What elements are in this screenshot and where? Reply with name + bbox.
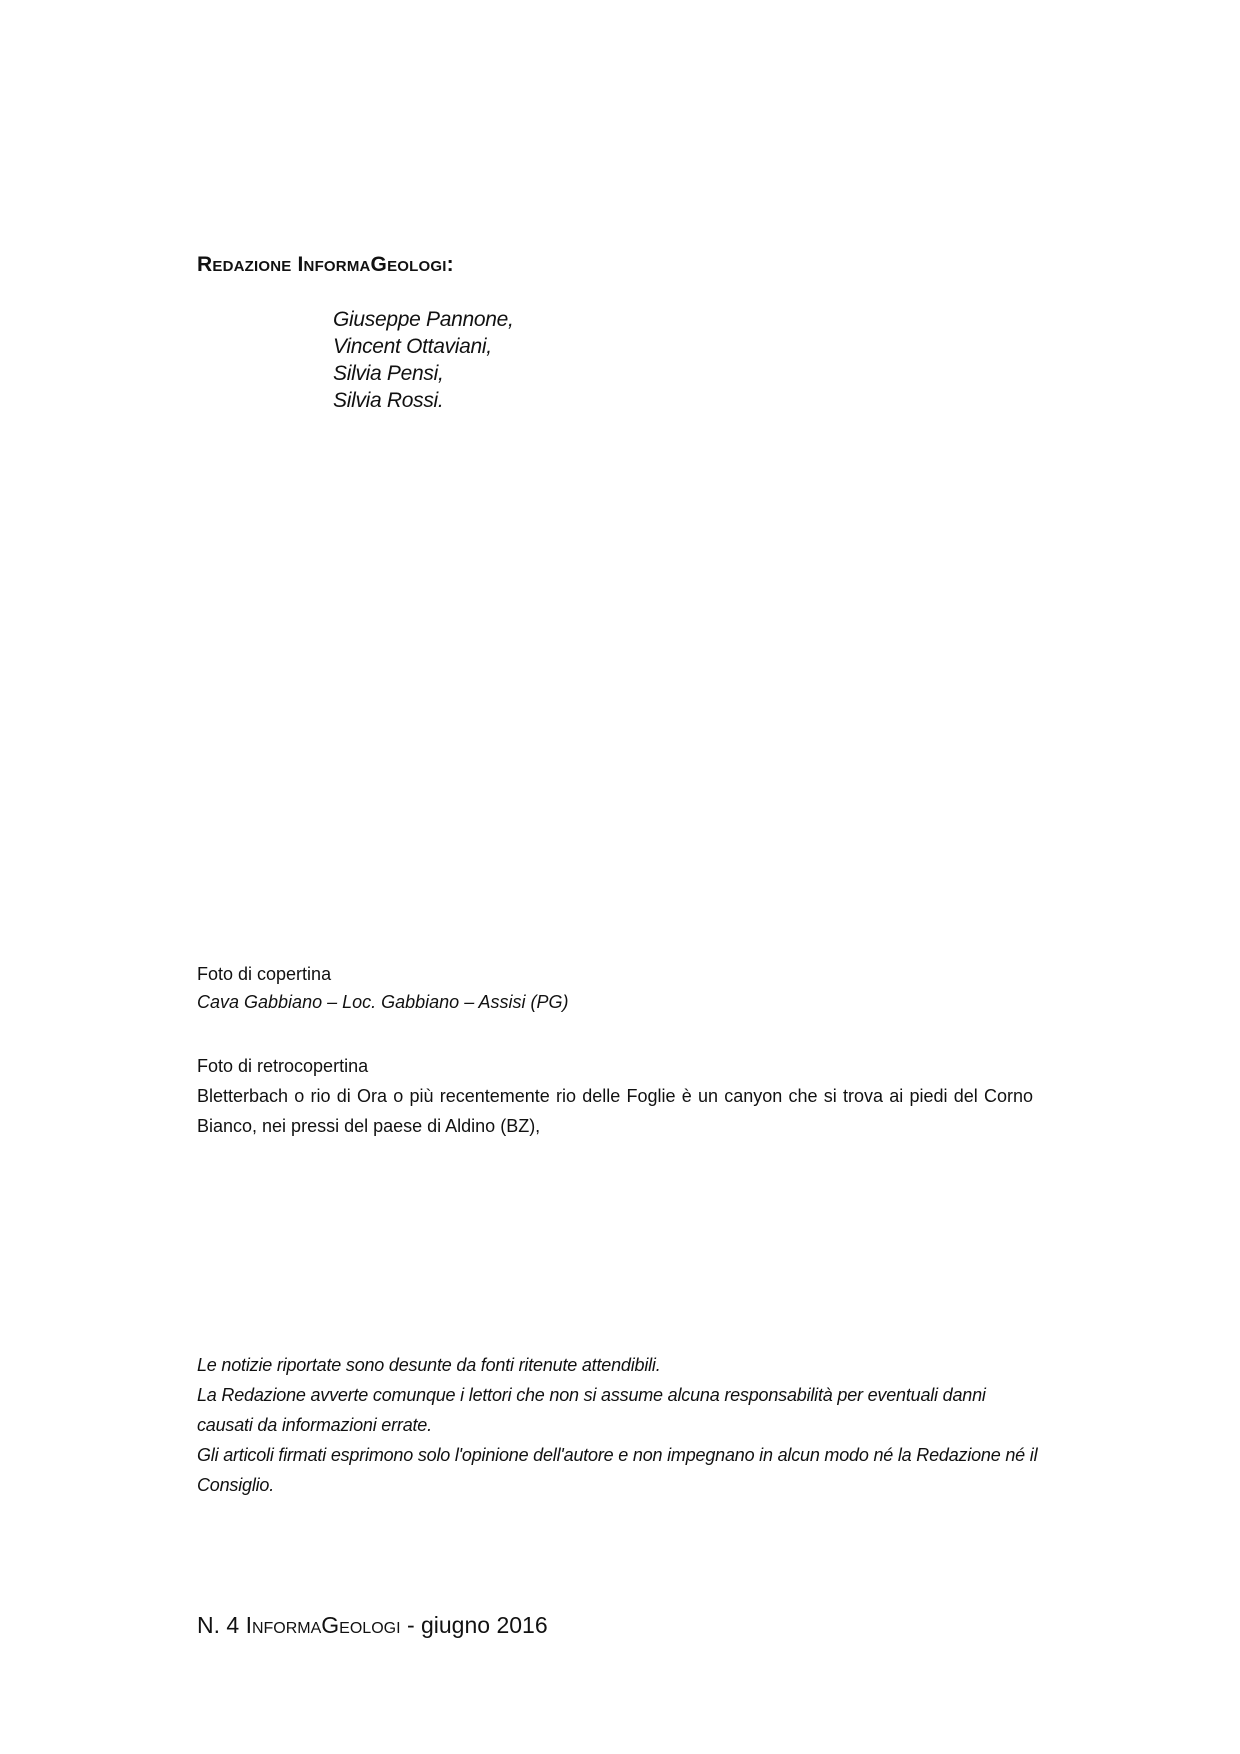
staff-member: Silvia Rossi. [333,389,444,412]
disclaimer-line: La Redazione avverte comunque i lettori che non si assume alcuna responsabilità per eventuali danni causati da informazioni errate. [197,1385,986,1435]
staff-member: Silvia Pensi, [333,362,444,385]
redazione-heading: Redazione InformaGeologi: [197,253,454,276]
back-cover-photo-caption: Bletterbach o rio di Ora o più recentemente rio delle Foglie è un canyon che si trova ai piedi del Corno Bianco, nei pressi del paese di Aldino (BZ), [197,1086,1033,1136]
disclaimer [197,1350,1042,1500]
page-footer [197,1612,548,1639]
cover-photo-title: Foto di copertina [197,964,332,984]
staff-member: Vincent Ottaviani, [333,335,492,358]
disclaimer-line: Gli articoli firmati esprimono solo l'opinione dell'autore e non impegnano in alcun modo né la Redazione né il Consiglio. [197,1445,1038,1495]
publication-name: InformaGeologi [245,1612,401,1638]
back-cover-photo-section [197,1053,1033,1141]
issue-date: - giugno 2016 [406,1612,548,1638]
disclaimer-line: Le notizie riportate sono desunte da fonti ritenute attendibili. [197,1355,661,1375]
cover-photo-section [197,961,1033,1017]
staff-list [333,306,514,414]
issue-number: N. 4 [197,1612,240,1638]
back-cover-photo-title: Foto di retrocopertina [197,1056,369,1076]
staff-member: Giuseppe Pannone, [333,308,514,331]
cover-photo-caption: Cava Gabbiano – Loc. Gabbiano – Assisi (PG) [197,992,569,1012]
